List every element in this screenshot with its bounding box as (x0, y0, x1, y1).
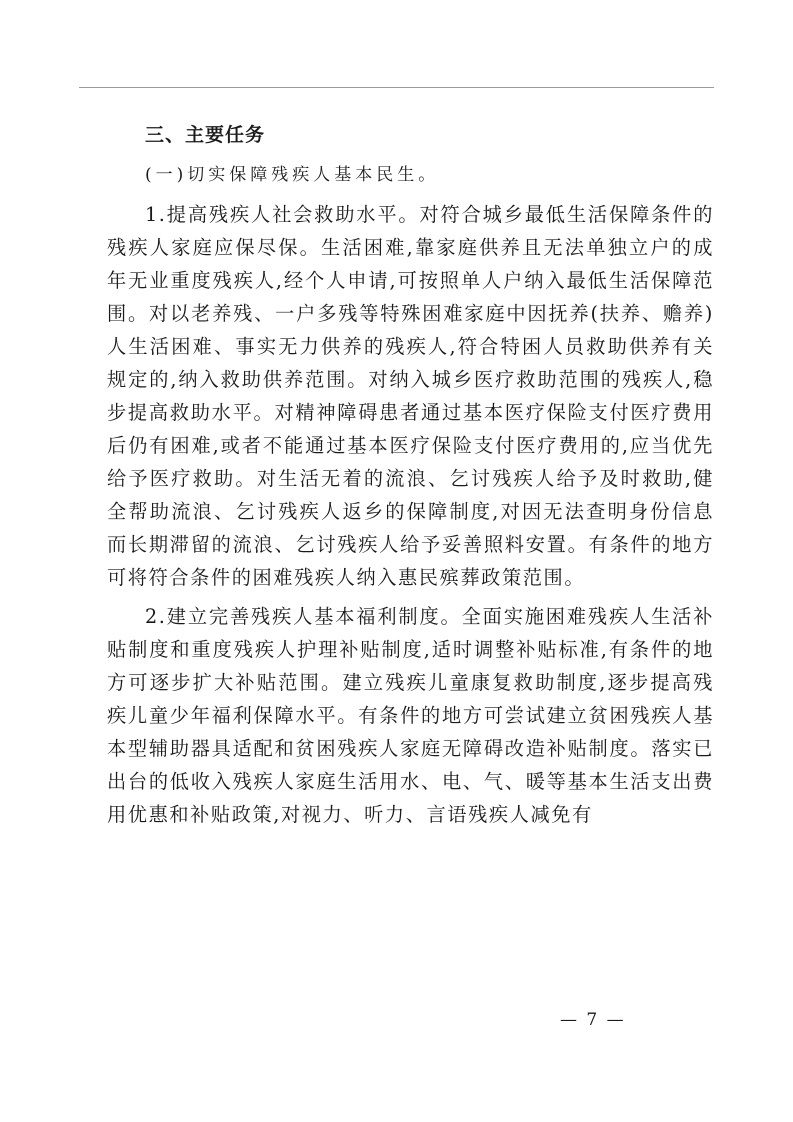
subsection-heading: (一)切实保障残疾人基本民生。 (145, 165, 440, 185)
document-body (107, 118, 714, 837)
paragraph-1: 1.提高残疾人社会救助水平。对符合城乡最低生活保障条件的残疾人家庭应保尽保。生活困难,靠家庭供养且无法单独立户的成年无业重度残疾人,经个人申请,可按照单人户纳入最低生活保障范围。对以老养残、一户多残等特殊困难家庭中因抚养(扶养、赡养)人生活困难、事实无力供养的残疾人,符合特困人员救助供养有关规定的,纳入救助供养范围。对纳入城乡医疗救助范围的残疾人,稳步提高救助水平。对精神障碍患者通过基本医疗保险支付医疗费用后仍有困难,或者不能通过基本医疗保险支付医疗费用的,应当优先给予医疗救助。对生活无着的流浪、乞讨残疾人给予及时救助,健全帮助流浪、乞讨残疾人返乡的保障制度,对因无法查明身份信息而长期滞留的流浪、乞讨残疾人给予妥善照料安置。有条件的地方可将符合条件的困难残疾人纳入惠民殡葬政策范围。 (107, 203, 714, 589)
section-heading: 三、主要任务 (145, 124, 266, 146)
page-number: — 7 — (560, 1010, 626, 1030)
header-rule (79, 87, 714, 88)
paragraph-2: 2.建立完善残疾人基本福利制度。全面实施困难残疾人生活补贴制度和重度残疾人护理补贴制度,适时调整补贴标准,有条件的地方可逐步扩大补贴范围。建立残疾儿童康复救助制度,逐步提高残疾儿童少年福利保障水平。有条件的地方可尝试建立贫困残疾人基本型辅助器具适配和贫困残疾人家庭无障碍改造补贴制度。落实已出台的低收入残疾人家庭生活用水、电、气、暖等基本生活支出费用优惠和补贴政策,对视力、听力、言语残疾人减免有 (107, 605, 714, 826)
